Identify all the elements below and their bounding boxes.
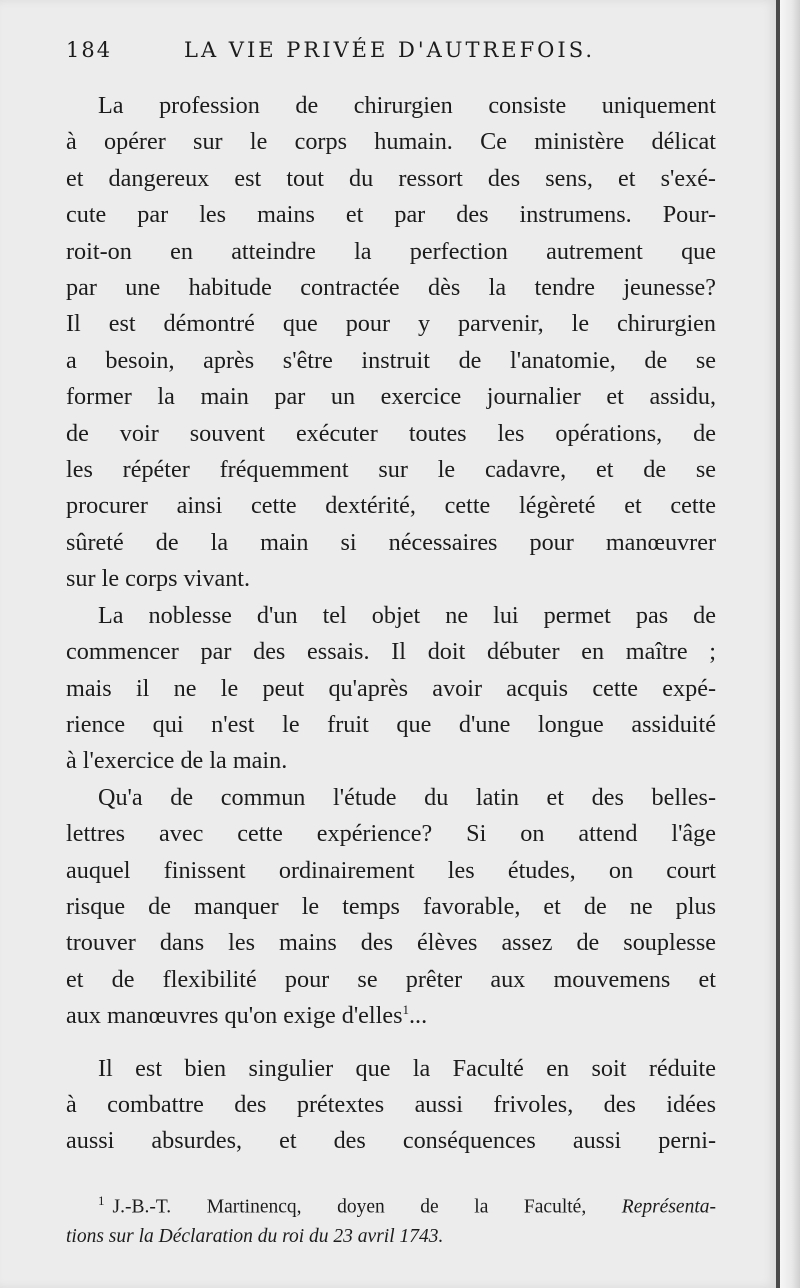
text-line: trouver dans les mains des élèves assez de souplesse <box>66 929 716 957</box>
text-line: sûreté de la main si nécessaires pour manœuvrer <box>66 528 716 556</box>
paragraph <box>66 780 716 1035</box>
text-line: commencer par des essais. Il doit débuter en maître ; <box>66 638 716 666</box>
text-line: mais il ne le peut qu'après avoir acquis cette expé- <box>66 674 716 702</box>
text-line: et dangereux est tout du ressort des sens, et s'exé- <box>66 164 716 192</box>
page-header <box>66 38 716 78</box>
text-line: a besoin, après s'être instruit de l'anatomie, de se <box>66 346 716 374</box>
footnote <box>66 1186 716 1253</box>
text-line: sur le corps vivant. <box>66 565 251 593</box>
next-page-edge <box>780 0 800 1288</box>
text-line: procurer ainsi cette dextérité, cette légèreté et cette <box>66 492 716 520</box>
footnote-mark: 1 <box>98 1192 105 1208</box>
text-line: Il est démontré que pour y parvenir, le chirurgien <box>66 310 716 338</box>
text-line: La noblesse d'un tel objet ne lui permet pas de <box>98 601 716 629</box>
text-line <box>66 998 716 1034</box>
section-gap <box>66 1035 716 1051</box>
footnote-date: 23 avril 1743. <box>333 1226 444 1248</box>
text-line: lettres avec cette expérience? Si on attend l'âge <box>66 820 716 848</box>
text-line: aussi absurdes, et des conséquences aussi perni- <box>66 1127 716 1155</box>
text-line: les répéter fréquemment sur le cadavre, et de se <box>66 456 716 484</box>
paragraph <box>66 598 716 780</box>
paragraph <box>66 88 716 598</box>
page-number: 184 <box>66 38 113 62</box>
paragraph <box>66 1051 716 1160</box>
text-line: cute par les mains et par des instrumens. Pour- <box>66 201 716 229</box>
text-line: La profession de chirurgien consiste uniquement <box>98 92 716 119</box>
ellipsis: ... <box>409 1002 428 1030</box>
footnote-line <box>66 1186 716 1223</box>
text-line: former la main par un exercice journalier et assidu, <box>66 383 716 411</box>
text-fragment: aux manœuvres qu'on exige d'elles <box>66 1002 403 1030</box>
footnote-reference: 1 <box>402 1002 409 1018</box>
body-text <box>66 88 716 1160</box>
text-line: à combattre des prétextes aussi frivoles, des idées <box>66 1090 716 1118</box>
footnote-line <box>66 1222 716 1252</box>
text-line: Il est bien singulier que la Faculté en soit réduite <box>98 1054 716 1082</box>
text-line: auquel finissent ordinairement les études, on court <box>66 856 716 884</box>
text-line: et de flexibilité pour se prêter aux mouvemens et <box>66 965 716 993</box>
text-line: risque de manquer le temps favorable, et de ne plus <box>66 892 716 920</box>
footnote-author: J.-B.-T. Martinencq, doyen de la Faculté, <box>112 1196 587 1218</box>
running-head: LA VIE PRIVÉE D'AUTREFOIS. <box>184 38 596 62</box>
text-line: à l'exercice de la main. <box>66 747 288 775</box>
text-line: roit-on en atteindre la perfection autrement que <box>66 237 716 265</box>
text-line: de voir souvent exécuter toutes les opérations, de <box>66 419 716 447</box>
text-line: rience qui n'est le fruit que d'une longue assiduité <box>66 710 716 738</box>
footnote-title-part: tions sur la Déclaration du roi du <box>66 1226 329 1248</box>
text-line: Qu'a de commun l'étude du latin et des belles- <box>98 783 716 811</box>
text-line: par une habitude contractée dès la tendre jeunesse? <box>66 274 716 302</box>
page-content <box>66 38 716 1252</box>
text-line: à opérer sur le corps humain. Ce ministère délicat <box>66 128 716 156</box>
footnote-title-part: Représenta- <box>621 1196 716 1218</box>
